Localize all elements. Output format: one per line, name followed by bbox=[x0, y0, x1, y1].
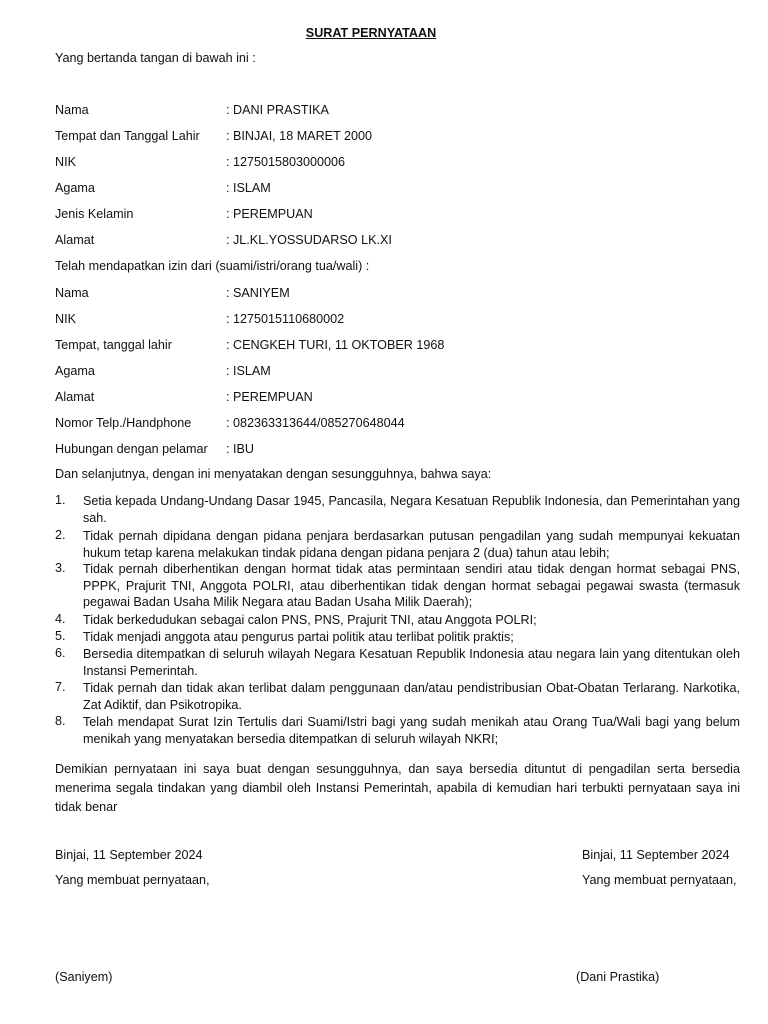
signature-caption: Yang membuat pernyataan, bbox=[582, 873, 737, 887]
field-label: Nama bbox=[55, 103, 89, 117]
statement-number: 8. bbox=[55, 714, 66, 728]
field-label: NIK bbox=[55, 312, 76, 326]
field-label: Jenis Kelamin bbox=[55, 207, 134, 221]
signature-name: (Saniyem) bbox=[55, 970, 113, 984]
statement-text: Setia kepada Undang-Undang Dasar 1945, Pancasila, Negara Kesatuan Republik Indonesia, dan Pemerintahan yang sah. bbox=[83, 494, 740, 525]
field-label: Tempat dan Tanggal Lahir bbox=[55, 129, 200, 143]
statement-number: 1. bbox=[55, 493, 66, 507]
signature-caption: Yang membuat pernyataan, bbox=[55, 873, 210, 887]
field-value: : ISLAM bbox=[226, 181, 271, 195]
permission-intro: Telah mendapatkan izin dari (suami/istri/orang tua/wali) : bbox=[55, 259, 370, 273]
statement-item bbox=[55, 629, 740, 646]
field-label: Alamat bbox=[55, 233, 95, 247]
statement-text: Tidak berkedudukan sebagai calon PNS, PNS, Prajurit TNI, atau Anggota POLRI; bbox=[83, 613, 537, 627]
statement-text: Tidak pernah dipidana dengan pidana penjara berdasarkan putusan pengadilan yang sudah mempunyai kekuatan hukum tetap karena melakukan tindak pidana dengan pidana penjara 2 (dua) tahun atau lebih; bbox=[83, 529, 740, 560]
field-label: NIK bbox=[55, 155, 76, 169]
field-label: Alamat bbox=[55, 390, 95, 404]
field-value: : 1275015803000006 bbox=[226, 155, 346, 169]
statement-number: 5. bbox=[55, 629, 66, 643]
statement-number: 3. bbox=[55, 561, 66, 575]
statement-item bbox=[55, 612, 740, 629]
field-value: : IBU bbox=[226, 442, 254, 456]
field-value: : 082363313644/085270648044 bbox=[226, 416, 405, 430]
field-label: Tempat, tanggal lahir bbox=[55, 338, 172, 352]
statement-number: 2. bbox=[55, 528, 66, 542]
field-label: Hubungan dengan pelamar bbox=[55, 442, 208, 456]
statement-text: Bersedia ditempatkan di seluruh wilayah Negara Kesatuan Republik Indonesia atau negara lain yang ditentukan oleh Instansi Pemerintah. bbox=[83, 647, 740, 678]
statement-text: Tidak pernah dan tidak akan terlibat dalam penggunaan dan/atau pendistribusian Obat-Obatan Terlarang. Narkotika, Zat Adiktif, dan Psikotropika. bbox=[83, 681, 740, 712]
statement-number: 6. bbox=[55, 646, 66, 660]
statement-text: Telah mendapat Surat Izin Tertulis dari Suami/Istri bagi yang sudah menikah atau Orang Tua/Wali bagi yang belum menikah yang menyatakan bersedia ditempatkan di seluruh wilayah NKRI; bbox=[83, 715, 740, 746]
field-value: : CENGKEH TURI, 11 OKTOBER 1968 bbox=[226, 338, 445, 352]
statement-item bbox=[55, 680, 740, 714]
statement-list bbox=[55, 493, 740, 748]
intro-text: Yang bertanda tangan di bawah ini : bbox=[55, 51, 256, 65]
statement-item bbox=[55, 714, 740, 748]
declaration-intro: Dan selanjutnya, dengan ini menyatakan dengan sesungguhnya, bahwa saya: bbox=[55, 467, 492, 481]
signature-name: (Dani Prastika) bbox=[576, 970, 660, 984]
field-value: : SANIYEM bbox=[226, 286, 290, 300]
field-value: : PEREMPUAN bbox=[226, 207, 313, 221]
statement-number: 4. bbox=[55, 612, 66, 626]
signature-place-date: Binjai, 11 September 2024 bbox=[55, 848, 203, 862]
field-label: Nama bbox=[55, 286, 89, 300]
statement-text: Tidak pernah diberhentikan dengan hormat tidak atas permintaan sendiri atau tidak dengan hormat sebagai PNS, PPPK, Prajurit TNI, Anggota POLRI, atau diberhentikan tidak dengan hormat sebagai pegawai swasta (termasuk pegawai Badan Usaha Milik Negara atau Badan Usaha Milik Daerah); bbox=[83, 562, 740, 609]
statement-item bbox=[55, 528, 740, 561]
document-title: SURAT PERNYATAAN bbox=[305, 26, 437, 40]
field-value: : ISLAM bbox=[226, 364, 271, 378]
statement-number: 7. bbox=[55, 680, 66, 694]
field-label: Agama bbox=[55, 181, 95, 195]
field-label: Nomor Telp./Handphone bbox=[55, 416, 192, 430]
field-value: : DANI PRASTIKA bbox=[226, 103, 329, 117]
closing-paragraph: Demikian pernyataan ini saya buat dengan sesungguhnya, dan saya bersedia dituntut di pengadilan serta bersedia menerima segala tindakan yang diambil oleh Instansi Pemerintah, apabila di kemudian hari terbukti pernyataan saya ini tidak benar bbox=[55, 762, 740, 814]
field-value: : PEREMPUAN bbox=[226, 390, 313, 404]
field-value: : JL.KL.YOSSUDARSO LK.XI bbox=[226, 233, 392, 247]
statement-item bbox=[55, 493, 740, 528]
field-value: : 1275015110680002 bbox=[226, 312, 345, 326]
signature-place-date: Binjai, 11 September 2024 bbox=[582, 848, 730, 862]
field-label: Agama bbox=[55, 364, 95, 378]
field-value: : BINJAI, 18 MARET 2000 bbox=[226, 129, 373, 143]
statement-text: Tidak menjadi anggota atau pengurus partai politik atau terlibat politik praktis; bbox=[83, 630, 514, 644]
statement-item bbox=[55, 561, 740, 612]
statement-item bbox=[55, 646, 740, 680]
